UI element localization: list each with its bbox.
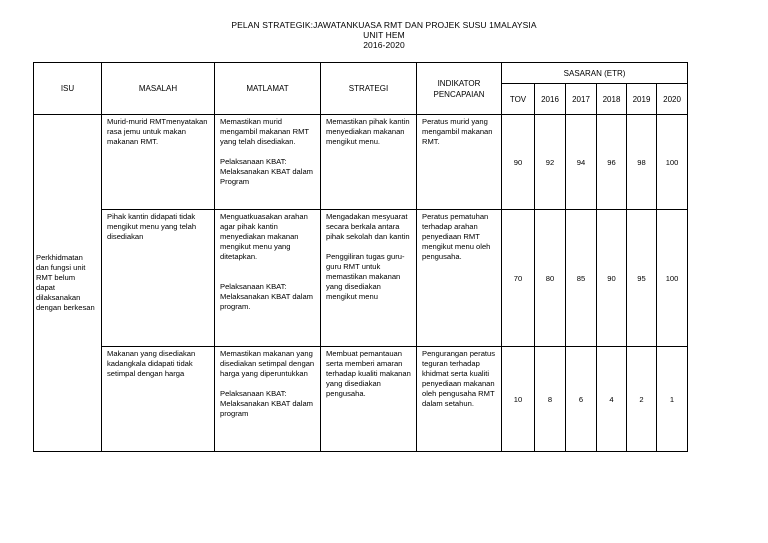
kbat-line: program xyxy=(220,409,249,418)
matlamat-line: ditetapkan. xyxy=(220,252,258,261)
target-value-cell: 90 xyxy=(597,210,627,347)
matlamat-line: harga yang diperuntukkan xyxy=(220,369,308,378)
target-value-cell: 100 xyxy=(657,210,688,347)
masalah-line: Murid-murid RMTmenyatakan xyxy=(107,117,208,126)
target-value-cell: 2 xyxy=(627,347,657,452)
masalah-cell xyxy=(102,210,215,347)
indikator-line: mengikut menu oleh xyxy=(422,242,491,251)
matlamat-line: mengambil makanan RMT xyxy=(220,127,310,136)
kbat-line: Melaksanakan KBAT dalam xyxy=(220,399,314,408)
strategi-line: Mengadakan mesyuarat xyxy=(326,212,408,221)
target-value-cell: 1 xyxy=(657,347,688,452)
strategi-line: Penggiliran tugas guru- xyxy=(326,252,405,261)
masalah-line: kadangkala didapati tidak xyxy=(107,359,193,368)
col-header-year: 2019 xyxy=(627,84,657,115)
col-header-year: 2020 xyxy=(657,84,688,115)
indikator-cell xyxy=(417,210,502,347)
masalah-line: setimpal dengan harga xyxy=(107,369,185,378)
strategi-line: terhadap kualiti makanan xyxy=(326,369,411,378)
strategi-line: serta memberi amaran xyxy=(326,359,403,368)
matlamat-line: agar pihak kantin xyxy=(220,222,278,231)
indikator-line: dalam setahun. xyxy=(422,399,474,408)
matlamat-cell xyxy=(215,210,321,347)
masalah-cell xyxy=(102,347,215,452)
isu-text-line: dan fungsi unit xyxy=(36,263,86,272)
indikator-line: terhadap arahan xyxy=(422,222,478,231)
matlamat-line: mengikut menu yang xyxy=(220,242,291,251)
indikator-line: mengambil makanan xyxy=(422,127,493,136)
strategi-line: pengusaha. xyxy=(326,389,366,398)
strategi-line: mengikut menu xyxy=(326,292,378,301)
indikator-line: khidmat serta kualiti xyxy=(422,369,490,378)
strategi-cell xyxy=(321,210,417,347)
table-row xyxy=(34,347,688,452)
kbat-line: Pelaksanaan KBAT: xyxy=(220,389,287,398)
masalah-line: makanan RMT. xyxy=(107,137,159,146)
isu-cell xyxy=(34,115,102,452)
target-value-cell: 98 xyxy=(627,115,657,210)
strategi-line: secara berkala antara xyxy=(326,222,400,231)
col-header-year: 2016 xyxy=(535,84,566,115)
target-value-cell: 85 xyxy=(566,210,597,347)
matlamat-line: menyediakan makanan xyxy=(220,232,299,241)
strategi-line: memastikan makanan xyxy=(326,272,401,281)
col-header-indikator-line-1: INDIKATOR xyxy=(437,78,481,88)
col-header-year: 2017 xyxy=(566,84,597,115)
indikator-line: oleh pengusaha RMT xyxy=(422,389,495,398)
target-value-cell: 70 xyxy=(502,210,535,347)
doc-title-line-3: 2016-2020 xyxy=(363,40,405,50)
target-value-cell: 8 xyxy=(535,347,566,452)
isu-text-line: dapat xyxy=(36,283,56,292)
masalah-line: Pihak kantin didapati tidak xyxy=(107,212,196,221)
target-value-cell: 4 xyxy=(597,347,627,452)
target-value-cell: 6 xyxy=(566,347,597,452)
indikator-line: Peratus pematuhan xyxy=(422,212,489,221)
target-value-cell: 94 xyxy=(566,115,597,210)
kbat-line: Melaksanakan KBAT dalam xyxy=(220,292,314,301)
target-value-cell: 96 xyxy=(597,115,627,210)
target-value-cell: 90 xyxy=(502,115,535,210)
indikator-line: penyediaan RMT xyxy=(422,232,480,241)
strategic-plan-table xyxy=(33,62,688,452)
col-header-indikator xyxy=(417,63,502,115)
matlamat-line: Menguatkuasakan arahan xyxy=(220,212,308,221)
indikator-line: RMT. xyxy=(422,137,440,146)
matlamat-line: yang telah disediakan. xyxy=(220,137,296,146)
strategi-line: Membuat pemantauan xyxy=(326,349,402,358)
strategi-line: menyediakan makanan xyxy=(326,127,405,136)
col-header-indikator-line-2: PENCAPAIAN xyxy=(433,89,485,99)
matlamat-cell xyxy=(215,115,321,210)
strategi-line: yang disediakan xyxy=(326,379,381,388)
spacer xyxy=(220,272,316,282)
table-row xyxy=(34,210,688,347)
indikator-line: teguran terhadap xyxy=(422,359,480,368)
col-header-year: 2018 xyxy=(597,84,627,115)
masalah-line: Makanan yang disediakan xyxy=(107,349,196,358)
strategi-cell xyxy=(321,115,417,210)
indikator-cell xyxy=(417,115,502,210)
spacer xyxy=(220,262,316,272)
strategi-cell xyxy=(321,347,417,452)
matlamat-cell xyxy=(215,347,321,452)
target-value-cell: 95 xyxy=(627,210,657,347)
strategi-line: pihak sekolah dan kantin xyxy=(326,232,410,241)
col-header-masalah: MASALAH xyxy=(102,63,215,115)
spacer xyxy=(326,242,412,252)
kbat-line: Melaksanakan KBAT dalam xyxy=(220,167,314,176)
doc-title-line-2: UNIT HEM xyxy=(363,30,405,40)
matlamat-line: Memastikan murid xyxy=(220,117,283,126)
indikator-line: Pengurangan peratus xyxy=(422,349,496,358)
spacer xyxy=(220,147,316,157)
strategi-line: Memastikan pihak kantin xyxy=(326,117,410,126)
indikator-line: penyediaan makanan xyxy=(422,379,495,388)
col-header-isu: ISU xyxy=(34,63,102,115)
kbat-line: Program xyxy=(220,177,250,186)
masalah-line: disediakan xyxy=(107,232,144,241)
col-header-year: TOV xyxy=(502,84,535,115)
strategi-line: guru RMT untuk xyxy=(326,262,381,271)
indikator-line: Peratus murid yang xyxy=(422,117,488,126)
isu-text-line: dilaksanakan xyxy=(36,293,81,302)
masalah-line: rasa jemu untuk makan xyxy=(107,127,186,136)
isu-text-line: Perkhidmatan xyxy=(36,253,83,262)
doc-title-line-1: PELAN STRATEGIK:JAWATANKUASA RMT DAN PROJEK SUSU 1MALAYSIA xyxy=(231,20,537,30)
target-value-cell: 80 xyxy=(535,210,566,347)
masalah-cell xyxy=(102,115,215,210)
target-value-cell: 92 xyxy=(535,115,566,210)
isu-text-line: dengan berkesan xyxy=(36,303,95,312)
strategi-line: mengikut menu. xyxy=(326,137,381,146)
target-value-cell: 10 xyxy=(502,347,535,452)
strategi-line: yang disediakan xyxy=(326,282,381,291)
target-value-cell: 100 xyxy=(657,115,688,210)
kbat-line: Pelaksanaan KBAT: xyxy=(220,282,287,291)
table-row xyxy=(34,115,688,210)
matlamat-line: Memastikan makanan yang xyxy=(220,349,313,358)
indikator-cell xyxy=(417,347,502,452)
spacer xyxy=(220,379,316,389)
kbat-line: program. xyxy=(220,302,251,311)
col-header-sasaran: SASARAN (ETR) xyxy=(502,63,688,84)
matlamat-line: disediakan setimpal dengan xyxy=(220,359,315,368)
col-header-matlamat: MATLAMAT xyxy=(215,63,321,115)
kbat-line: Pelaksanaan KBAT: xyxy=(220,157,287,166)
indikator-line: pengusaha. xyxy=(422,252,462,261)
masalah-line: mengikut menu yang telah xyxy=(107,222,197,231)
col-header-strategi: STRATEGI xyxy=(321,63,417,115)
isu-text-line: RMT belum xyxy=(36,273,76,282)
